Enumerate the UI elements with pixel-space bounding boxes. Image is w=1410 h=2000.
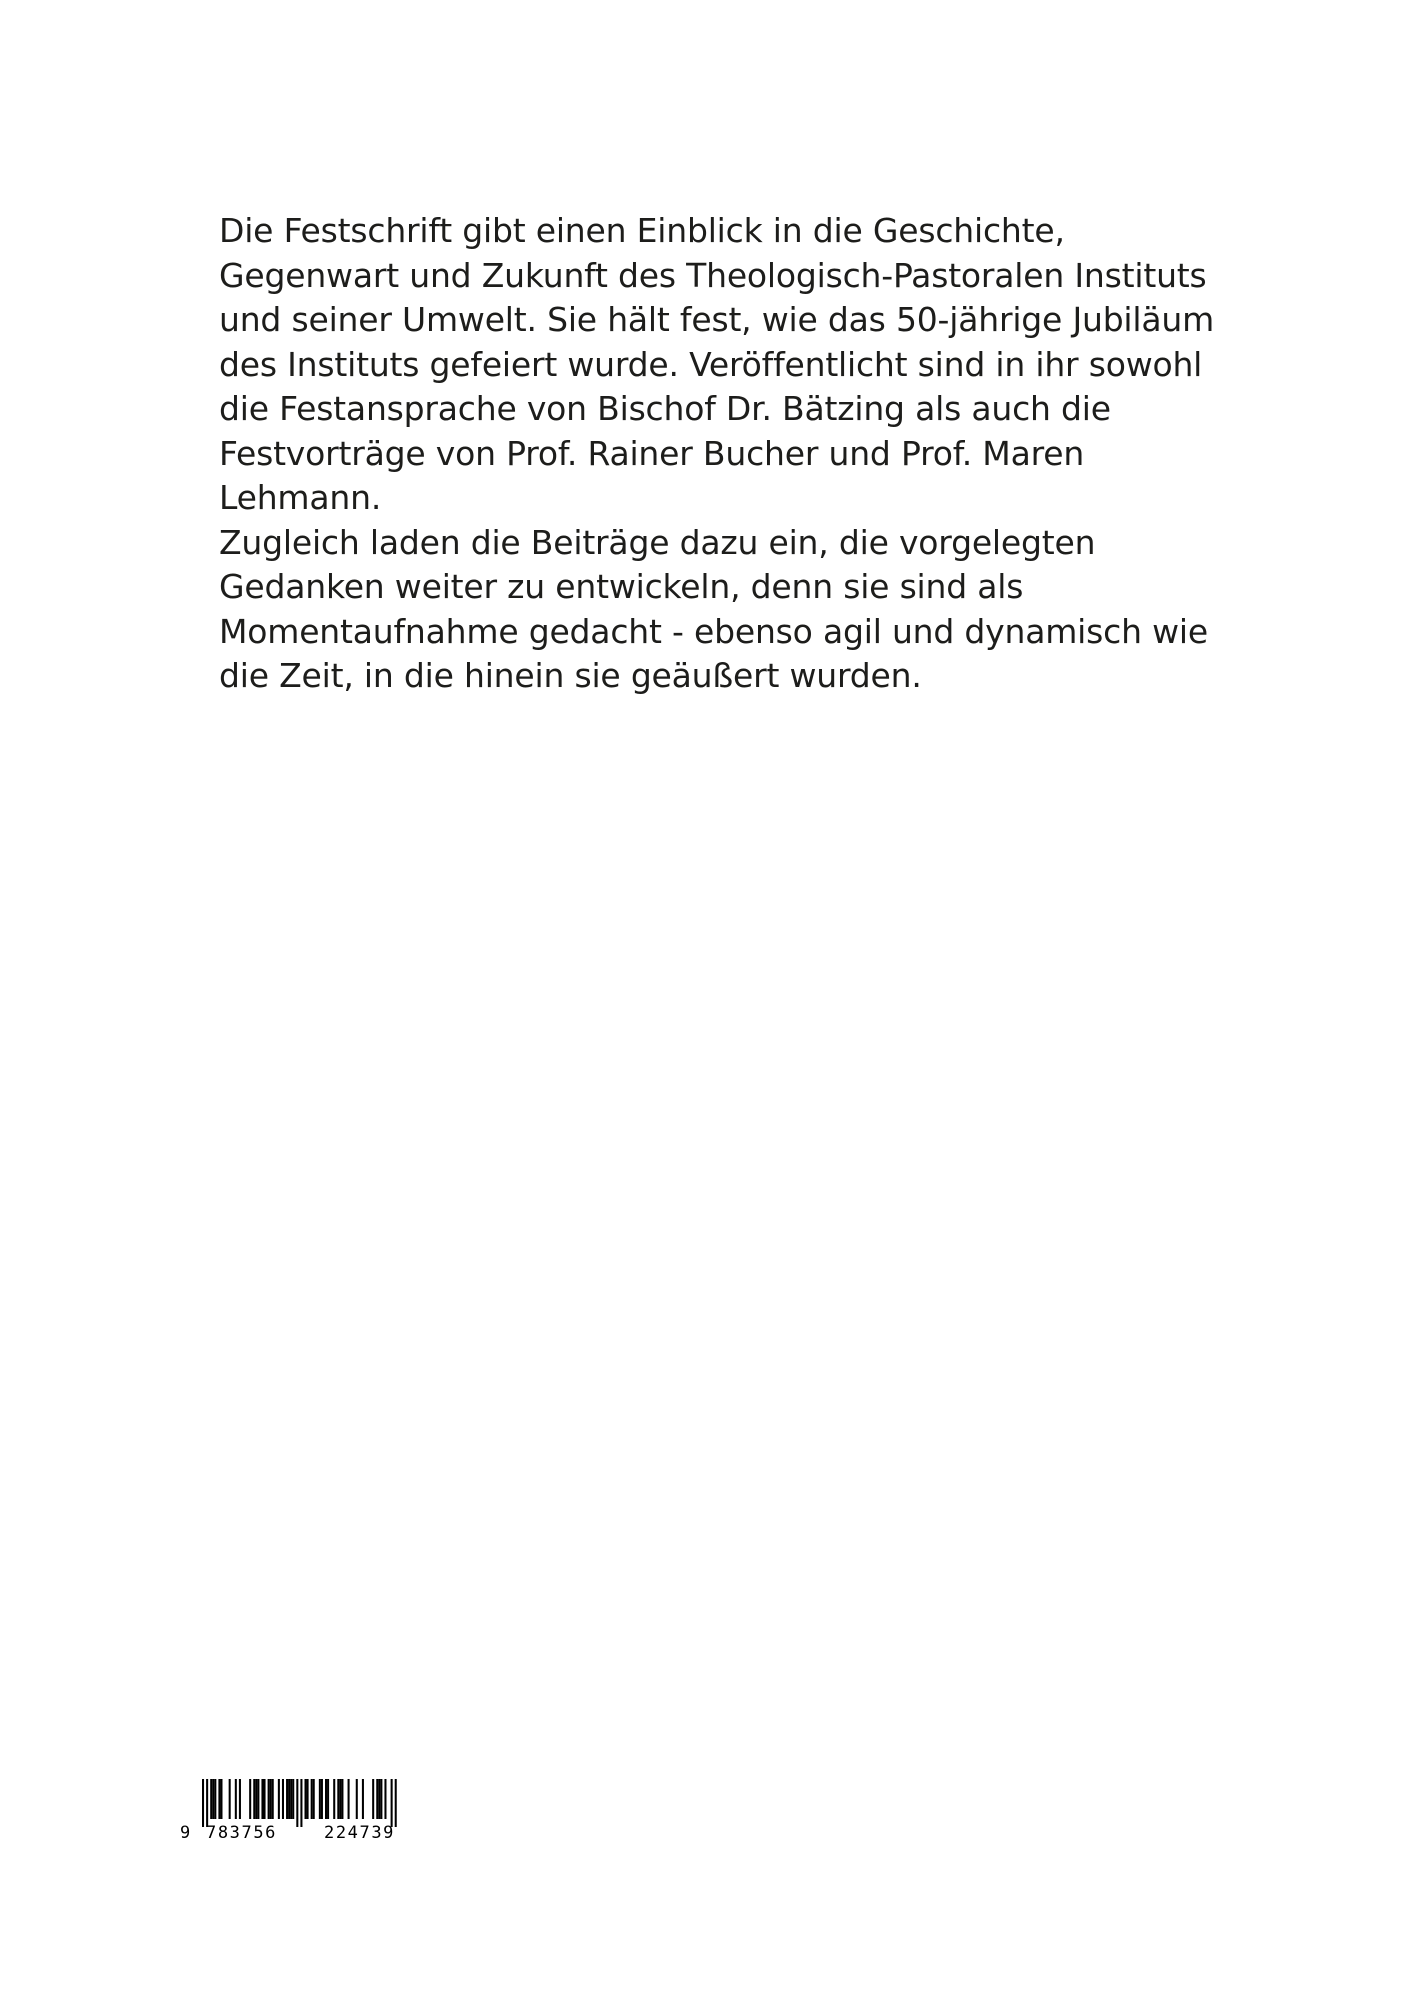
barcode-bar xyxy=(210,1779,212,1819)
barcode-bar xyxy=(292,1779,294,1819)
barcode-first-digit: 9 xyxy=(180,1823,192,1841)
barcode-right-digits: 224739 xyxy=(324,1823,396,1841)
barcode-bar xyxy=(305,1779,307,1819)
barcode-bar xyxy=(372,1779,374,1819)
barcode-bar xyxy=(341,1779,343,1819)
barcode-bar xyxy=(348,1779,350,1819)
barcode-bar xyxy=(296,1779,298,1827)
barcode-bar xyxy=(239,1779,241,1819)
barcode-bar xyxy=(362,1779,364,1819)
barcode-bar xyxy=(264,1779,266,1819)
blurb-line: des Instituts gefeiert wurde. Veröffentlicht sind in ihr sowohl xyxy=(219,344,1203,384)
barcode-bar xyxy=(337,1779,339,1819)
barcode-bar xyxy=(384,1779,386,1819)
blurb-line: Festvorträge von Prof. Rainer Bucher und Prof. Maren xyxy=(219,433,1085,473)
barcode-bar xyxy=(218,1779,220,1819)
blurb-line: Gegenwart und Zukunft des Theologisch-Pastoralen Instituts xyxy=(219,255,1207,295)
barcode-bar xyxy=(255,1779,257,1819)
barcode-bar xyxy=(257,1779,259,1819)
barcode-graphic xyxy=(176,1779,446,1841)
barcode-bar xyxy=(378,1779,380,1819)
barcode-bar xyxy=(268,1779,270,1819)
barcode-bar xyxy=(356,1779,358,1819)
barcode-bar xyxy=(206,1779,208,1827)
blurb-line: die Festansprache von Bischof Dr. Bätzing als auch die xyxy=(219,389,1111,428)
barcode-bar xyxy=(333,1779,335,1819)
barcode-bar xyxy=(380,1779,382,1819)
barcode-bar xyxy=(229,1779,231,1819)
blurb-line: und seiner Umwelt. Sie hält fest, wie das 50-jährige Jubiläum xyxy=(219,300,1215,339)
barcode-bar xyxy=(282,1779,284,1819)
blurb-line: Zugleich laden die Beiträge dazu ein, die vorgelegten xyxy=(219,522,1096,562)
barcode-bar xyxy=(391,1779,393,1827)
barcode-bar xyxy=(270,1779,272,1819)
barcode-bars xyxy=(202,1779,397,1827)
barcode-bar xyxy=(339,1779,341,1819)
blurb-line: Die Festschrift gibt einen Einblick in die Geschichte, xyxy=(219,211,1065,250)
barcode-bar xyxy=(327,1779,329,1819)
barcode-bar xyxy=(376,1779,378,1819)
barcode-bar xyxy=(311,1779,313,1819)
barcode-bar xyxy=(272,1779,274,1819)
blurb-line: die Zeit, in die hinein sie geäußert wurden. xyxy=(219,656,922,695)
barcode-bar xyxy=(202,1779,204,1827)
barcode-bar xyxy=(220,1779,222,1819)
barcode-bar xyxy=(319,1779,321,1819)
barcode-left-digits: 783756 xyxy=(206,1823,278,1841)
barcode-bar xyxy=(261,1779,263,1819)
barcode-bar xyxy=(214,1779,216,1819)
barcode-bar xyxy=(307,1779,309,1819)
isbn-barcode xyxy=(176,1779,446,1841)
barcode-bar xyxy=(253,1779,255,1819)
barcode-bar xyxy=(321,1779,323,1819)
barcode-bar xyxy=(395,1779,397,1827)
barcode-bar xyxy=(249,1779,251,1819)
back-cover-blurb xyxy=(219,209,1229,699)
barcode-bar xyxy=(325,1779,327,1819)
barcode-bar xyxy=(290,1779,292,1819)
barcode-bar xyxy=(212,1779,214,1819)
barcode-bar xyxy=(235,1779,237,1819)
barcode-bar xyxy=(278,1779,280,1819)
blurb-line: Lehmann. xyxy=(219,478,382,517)
barcode-bar xyxy=(286,1779,288,1819)
barcode-bar xyxy=(288,1779,290,1819)
blurb-line: Gedanken weiter zu entwickeln, denn sie sind als xyxy=(219,567,1024,606)
barcode-bar xyxy=(313,1779,315,1819)
blurb-line: Momentaufnahme gedacht - ebenso agil und dynamisch wie xyxy=(219,611,1208,651)
barcode-bar xyxy=(300,1779,302,1827)
